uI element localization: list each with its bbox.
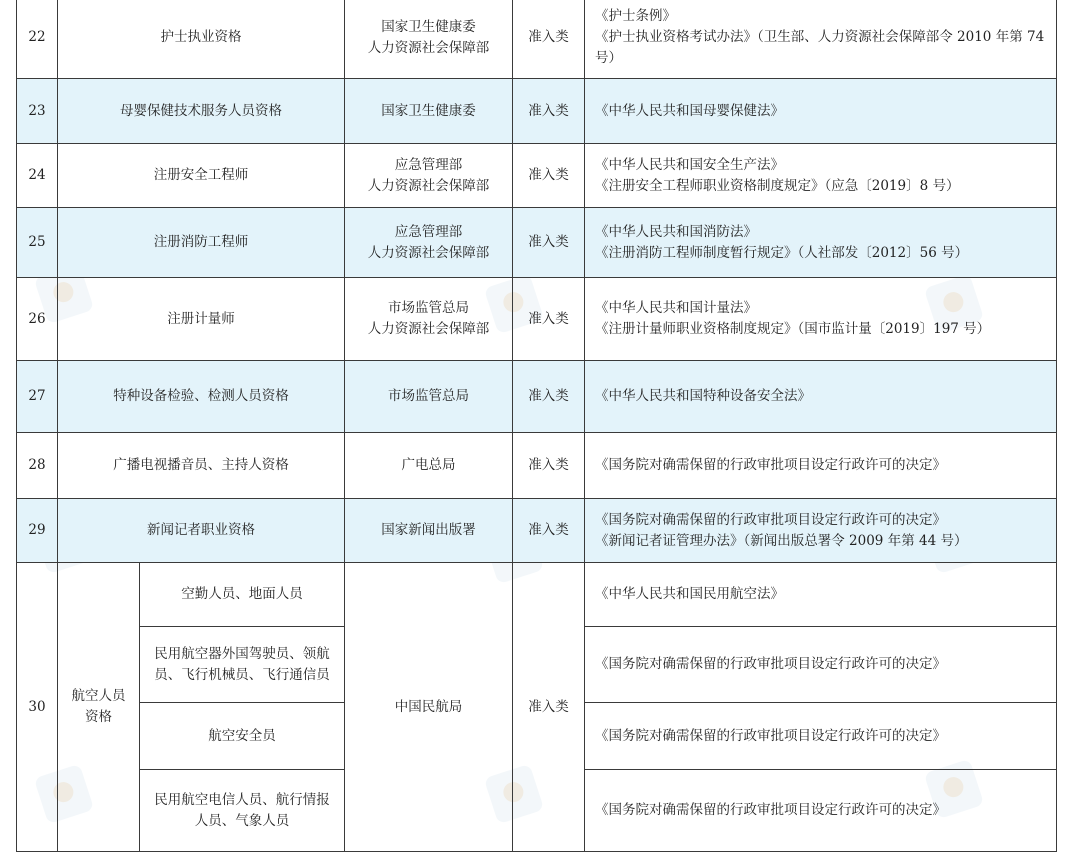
legal-basis-line: 《中华人民共和国母婴保健法》 <box>595 102 784 119</box>
qualification-group-name <box>58 563 140 852</box>
department-line: 应急管理部 <box>394 223 463 240</box>
department-cell <box>345 278 513 361</box>
legal-basis-cell <box>585 499 1057 563</box>
department-line: 国家新闻出版署 <box>381 522 476 538</box>
qualification-name: 注册计量师 <box>58 278 345 361</box>
sub-qualification-line: 空勤人员、地面人员 <box>181 586 303 602</box>
department-line: 应急管理部 <box>394 156 463 173</box>
legal-basis-cell <box>585 433 1057 499</box>
sub-qualification-name <box>140 770 345 852</box>
qualification-name: 特种设备检验、检测人员资格 <box>58 361 345 433</box>
sub-qualification-line: 民用航空器外国驾驶员、领航 <box>154 645 330 662</box>
legal-basis-line: 《新闻记者证管理办法》（新闻出版总署令 2009 年第 44 号） <box>595 532 968 549</box>
qualification-table <box>16 0 1057 852</box>
legal-basis-cell <box>585 0 1057 79</box>
sub-qualification-line: 民用航空电信人员、航行情报 <box>154 791 330 808</box>
row-number: 24 <box>17 144 58 208</box>
table-row <box>17 499 1057 563</box>
department-line: 人力资源社会保障部 <box>367 177 490 194</box>
table-row <box>17 433 1057 499</box>
legal-basis-line: 《注册消防工程师制度暂行规定》（人社部发〔2012〕56 号） <box>595 244 969 261</box>
category-cell: 准入类 <box>513 0 585 79</box>
table-row <box>17 278 1057 361</box>
legal-basis-cell: 《国务院对确需保留的行政审批项目设定行政许可的决定》 <box>585 770 1057 852</box>
category-cell: 准入类 <box>513 278 585 361</box>
legal-basis-cell: 《国务院对确需保留的行政审批项目设定行政许可的决定》 <box>585 627 1057 703</box>
legal-basis-line: 《中华人民共和国特种设备安全法》 <box>595 388 811 404</box>
department-cell <box>345 499 513 563</box>
legal-basis-line: 《中华人民共和国安全生产法》 <box>595 156 784 173</box>
table-row <box>17 0 1057 79</box>
legal-basis-cell <box>585 79 1057 144</box>
legal-basis-cell <box>585 361 1057 433</box>
department-line: 市场监管总局 <box>388 388 469 404</box>
sub-qualification-line: 人员、气象人员 <box>194 812 290 829</box>
department-line: 国家卫生健康委 <box>381 102 476 119</box>
row-number: 28 <box>17 433 58 499</box>
row-number: 30 <box>17 563 58 852</box>
table-row <box>17 79 1057 144</box>
department-line: 国家卫生健康委 <box>381 18 476 35</box>
sub-qualification-line: 航空安全员 <box>208 727 276 744</box>
legal-basis-line: 《国务院对确需保留的行政审批项目设定行政许可的决定》 <box>595 511 946 528</box>
category-cell: 准入类 <box>513 144 585 208</box>
category-cell: 准入类 <box>513 499 585 563</box>
legal-basis-line: 《国务院对确需保留的行政审批项目设定行政许可的决定》 <box>595 457 946 473</box>
department-cell <box>345 208 513 278</box>
group-name-line: 航空人员 <box>71 688 126 704</box>
category-cell: 准入类 <box>513 79 585 144</box>
department-line: 人力资源社会保障部 <box>367 39 490 56</box>
row-number: 25 <box>17 208 58 278</box>
legal-basis-line: 《注册安全工程师职业资格制度规定》（应急〔2019〕8 号） <box>595 177 960 194</box>
qualification-name: 新闻记者职业资格 <box>58 499 345 563</box>
legal-basis-line: 《中华人民共和国消防法》 <box>595 223 757 240</box>
department-cell <box>345 361 513 433</box>
row-number: 26 <box>17 278 58 361</box>
qualification-name: 母婴保健技术服务人员资格 <box>58 79 345 144</box>
sub-qualification-line: 员、飞行机械员、飞行通信员 <box>154 666 330 683</box>
sub-qualification-name <box>140 563 345 627</box>
row-number: 27 <box>17 361 58 433</box>
sub-qualification-name <box>140 703 345 770</box>
category-cell: 准入类 <box>513 563 585 852</box>
department-cell <box>345 79 513 144</box>
legal-basis-line: 《护士条例》 <box>595 8 676 24</box>
legal-basis-cell <box>585 208 1057 278</box>
legal-basis-line: 《中华人民共和国计量法》 <box>595 300 757 316</box>
department-cell <box>345 144 513 208</box>
table-row <box>17 144 1057 208</box>
category-cell: 准入类 <box>513 361 585 433</box>
qualification-name: 注册安全工程师 <box>58 144 345 208</box>
department-cell <box>345 0 513 79</box>
legal-basis-line: 《护士执业资格考试办法》（卫生部、人力资源社会保障部令 2010 年第 74 号） <box>595 29 1045 66</box>
category-cell: 准入类 <box>513 433 585 499</box>
legal-basis-cell <box>585 144 1057 208</box>
sub-qualification-name <box>140 627 345 703</box>
row-number: 22 <box>17 0 58 79</box>
row-number: 29 <box>17 499 58 563</box>
table-row <box>17 361 1057 433</box>
qualification-name: 注册消防工程师 <box>58 208 345 278</box>
legal-basis-cell <box>585 278 1057 361</box>
department-line: 市场监管总局 <box>388 300 469 316</box>
department-line: 广电总局 <box>401 457 456 473</box>
department-cell <box>345 433 513 499</box>
department-line: 人力资源社会保障部 <box>367 321 490 337</box>
table-row <box>17 563 1057 627</box>
department-line: 人力资源社会保障部 <box>367 244 490 261</box>
legal-basis-line: 《注册计量师职业资格制度规定》（国市监计量〔2019〕197 号） <box>595 321 991 337</box>
legal-basis-cell: 《中华人民共和国民用航空法》 <box>585 563 1057 627</box>
qualification-name: 广播电视播音员、主持人资格 <box>58 433 345 499</box>
group-name-line: 资格 <box>85 709 112 725</box>
category-cell: 准入类 <box>513 208 585 278</box>
row-number: 23 <box>17 79 58 144</box>
qualification-name: 护士执业资格 <box>58 0 345 79</box>
legal-basis-cell: 《国务院对确需保留的行政审批项目设定行政许可的决定》 <box>585 703 1057 770</box>
department-cell: 中国民航局 <box>345 563 513 852</box>
table-row <box>17 208 1057 278</box>
